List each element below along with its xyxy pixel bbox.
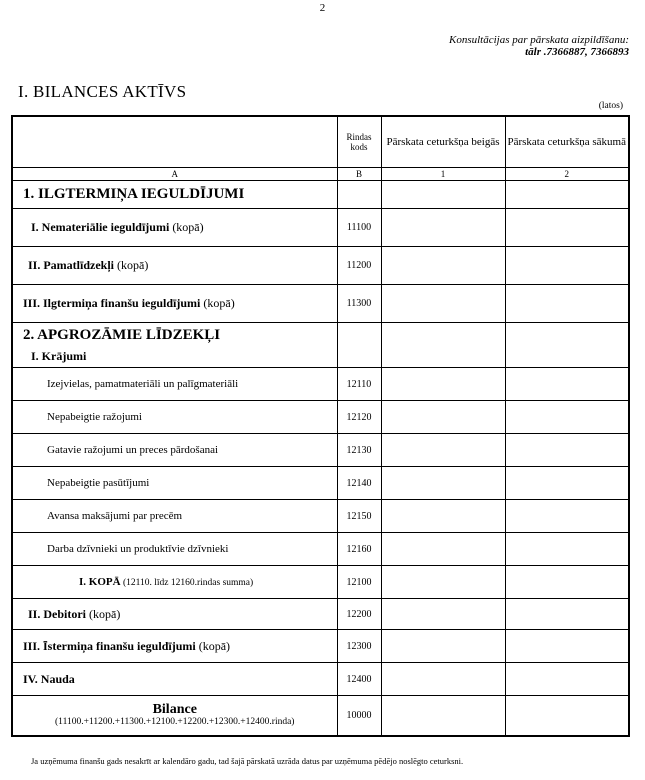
header-quarter-start: Pārskata ceturkšņa sākumā bbox=[505, 116, 629, 168]
value-cell[interactable] bbox=[505, 181, 629, 209]
row-code: 12120 bbox=[337, 401, 381, 434]
section-ilgtermina: 1. ILGTERMIŅA IEGULDĪJUMI bbox=[12, 181, 337, 209]
value-cell[interactable] bbox=[505, 533, 629, 566]
table-row bbox=[12, 323, 629, 368]
value-cell[interactable] bbox=[505, 285, 629, 323]
table-row bbox=[12, 368, 629, 401]
value-cell[interactable] bbox=[505, 566, 629, 599]
column-letter-2: 2 bbox=[505, 168, 629, 181]
row-label: III. Ilgtermiņa finanšu ieguldījumi (kopā) bbox=[12, 285, 337, 323]
row-code: 12150 bbox=[337, 500, 381, 533]
table-row bbox=[12, 566, 629, 599]
row-code: 10000 bbox=[337, 696, 381, 736]
header-code: Rindas kods bbox=[337, 116, 381, 168]
footnote: Ja uzņēmuma finanšu gads nesakrīt ar kalendāro gadu, tad šajā pārskatā uzrāda datus par uzņēmuma pēdējo noslēgto ceturksni. bbox=[31, 756, 464, 766]
section-title: I. BILANCES AKTĪVS bbox=[18, 82, 187, 101]
table-row bbox=[12, 599, 629, 630]
column-letter-1: 1 bbox=[381, 168, 505, 181]
value-cell[interactable] bbox=[381, 630, 505, 663]
row-label: Avansa maksājumi par precēm bbox=[12, 500, 337, 533]
table-row bbox=[12, 181, 629, 209]
row-code: 11300 bbox=[337, 285, 381, 323]
row-label: IV. Nauda bbox=[12, 663, 337, 696]
row-code: 12130 bbox=[337, 434, 381, 467]
row-label: I. KOPĀ (12110. līdz 12160.rindas summa) bbox=[12, 566, 337, 599]
value-cell[interactable] bbox=[505, 599, 629, 630]
row-label: II. Debitori (kopā) bbox=[12, 599, 337, 630]
value-cell[interactable] bbox=[381, 467, 505, 500]
value-cell[interactable] bbox=[381, 323, 505, 368]
table-row bbox=[12, 630, 629, 663]
row-label: Gatavie ražojumi un preces pārdošanai bbox=[12, 434, 337, 467]
column-letters-row bbox=[12, 168, 629, 181]
value-cell[interactable] bbox=[381, 500, 505, 533]
row-code: 12160 bbox=[337, 533, 381, 566]
table-row bbox=[12, 467, 629, 500]
value-cell[interactable] bbox=[381, 247, 505, 285]
table-row bbox=[12, 696, 629, 736]
row-label: Nepabeigtie ražojumi bbox=[12, 401, 337, 434]
row-label: III. Īstermiņa finanšu ieguldījumi (kopā) bbox=[12, 630, 337, 663]
value-cell[interactable] bbox=[381, 285, 505, 323]
bilance-title: Bilance bbox=[152, 701, 197, 717]
table-row bbox=[12, 285, 629, 323]
value-cell[interactable] bbox=[505, 630, 629, 663]
row-label: Darba dzīvnieki un produktīvie dzīvnieki bbox=[12, 533, 337, 566]
value-cell[interactable] bbox=[505, 368, 629, 401]
row-label: I. Nemateriālie ieguldījumi (kopā) bbox=[12, 209, 337, 247]
column-letter-a: A bbox=[12, 168, 337, 181]
table-header-row bbox=[12, 116, 629, 168]
table-row bbox=[12, 434, 629, 467]
value-cell[interactable] bbox=[505, 696, 629, 736]
value-cell[interactable] bbox=[505, 434, 629, 467]
table-row bbox=[12, 500, 629, 533]
value-cell[interactable] bbox=[505, 467, 629, 500]
value-cell[interactable] bbox=[381, 181, 505, 209]
bilance-label bbox=[12, 696, 337, 736]
row-code: 12110 bbox=[337, 368, 381, 401]
row-label: II. Pamatlīdzekļi (kopā) bbox=[12, 247, 337, 285]
value-cell[interactable] bbox=[381, 434, 505, 467]
balance-assets-table bbox=[11, 115, 630, 737]
consultation-line: Konsultācijas par pārskata aizpildīšanu: bbox=[449, 34, 629, 46]
currency-unit: (latos) bbox=[598, 101, 623, 111]
consultation-phone: tālr .7366887, 7366893 bbox=[525, 46, 629, 58]
table-row bbox=[12, 247, 629, 285]
table-row bbox=[12, 663, 629, 696]
column-letter-b: B bbox=[337, 168, 381, 181]
value-cell[interactable] bbox=[381, 663, 505, 696]
row-code: 12100 bbox=[337, 566, 381, 599]
value-cell[interactable] bbox=[381, 368, 505, 401]
row-code: 11100 bbox=[337, 209, 381, 247]
header-name-cell bbox=[12, 116, 337, 168]
header-quarter-end: Pārskata ceturkšņa beigās bbox=[381, 116, 505, 168]
table-row bbox=[12, 533, 629, 566]
value-cell[interactable] bbox=[505, 500, 629, 533]
page-number: 2 bbox=[319, 2, 326, 14]
value-cell[interactable] bbox=[505, 209, 629, 247]
row-label: Nepabeigtie pasūtījumi bbox=[12, 467, 337, 500]
value-cell[interactable] bbox=[505, 401, 629, 434]
value-cell[interactable] bbox=[505, 247, 629, 285]
row-label: Izejvielas, pamatmateriāli un palīgmateriāli bbox=[12, 368, 337, 401]
value-cell[interactable] bbox=[505, 663, 629, 696]
table-row bbox=[12, 401, 629, 434]
value-cell[interactable] bbox=[381, 566, 505, 599]
table-row bbox=[12, 209, 629, 247]
row-code: 12400 bbox=[337, 663, 381, 696]
row-code: 12300 bbox=[337, 630, 381, 663]
value-cell[interactable] bbox=[381, 209, 505, 247]
value-cell[interactable] bbox=[381, 599, 505, 630]
row-code: 12200 bbox=[337, 599, 381, 630]
bilance-formula: (11100.+11200.+11300.+12100.+12200.+12300.+12400.rinda) bbox=[55, 716, 295, 727]
section-apgrozamie: 2. APGROZĀMIE LĪDZEKĻI I. Krājumi bbox=[12, 323, 337, 368]
row-code: 12140 bbox=[337, 467, 381, 500]
value-cell[interactable] bbox=[505, 323, 629, 368]
value-cell[interactable] bbox=[381, 696, 505, 736]
consultation-info bbox=[449, 34, 629, 58]
value-cell[interactable] bbox=[381, 533, 505, 566]
row-code: 11200 bbox=[337, 247, 381, 285]
value-cell[interactable] bbox=[381, 401, 505, 434]
